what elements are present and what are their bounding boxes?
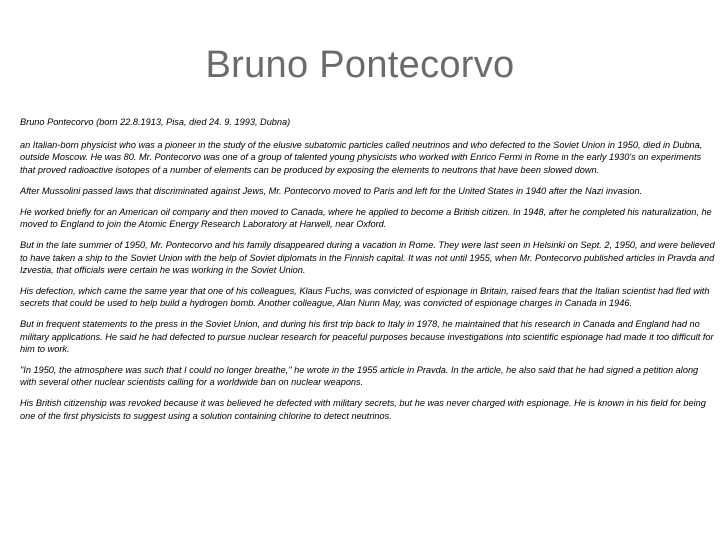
paragraph-quote: "In 1950, the atmosphere was such that I could no longer breathe," he wrote in the 1955 article in Pravda. In the article, he also said that he had signed a petition along with several other nuclear scientists calling for a worldwide ban on nuclear weapons.	[20, 365, 699, 388]
slide-title: Bruno Pontecorvo	[205, 44, 515, 86]
paragraph-disappearance: But in the late summer of 1950, Mr. Pontecorvo and his family disappeared during a vacation in Rome. They were last seen in Helsinki on Sept. 2, 1950, and were believed to have taken a ship to the Soviet Union with the help of Soviet diplomats in the Finnish capital. It was not until 1955, when Mr. Pontecorvo published articles in Pravda and Izvestia, that officials were certain he was working in the Soviet Union.	[20, 240, 715, 275]
paragraph-statements: But in frequent statements to the press in the Soviet Union, and during his first trip back to Italy in 1978, he maintained that his research in Canada and England had no military applications. He said he had defected to pursue nuclear research for peaceful purposes because investigations into scientific espionage had made it too difficult for him to work.	[20, 319, 714, 354]
slide-body	[20, 116, 716, 431]
paragraph-intro: an Italian-born physicist who was a pioneer in the study of the elusive subatomic particles called neutrinos and who defected to the Soviet Union in 1950, died in Dubna, outside Moscow. He was 80. Mr. Pontecorvo was one of a group of talented young physicists who worked with Enrico Fermi in Rome in the early 1930's on experiments that proved radioactive isotopes of a number of elements can be produced by exposing the elements to neutrons that have been slowed down.	[20, 140, 703, 175]
bio-dates-line: Bruno Pontecorvo (born 22.8.1913, Pisa, died 24. 9. 1993, Dubna)	[20, 117, 291, 127]
paragraph-defection: His defection, which came the same year that one of his colleagues, Klaus Fuchs, was convicted of espionage in Britain, raised fears that the Italian scientist had fled with secrets that could be used to help build a hydrogen bomb. Another colleague, Alan Nunn May, was convicted of espionage charges in Canada in 1946.	[20, 286, 710, 309]
paragraph-mussolini: After Mussolini passed laws that discriminated against Jews, Mr. Pontecorvo moved to Paris and left for the United States in 1940 after the Nazi invasion.	[20, 185, 643, 196]
paragraph-citizenship: His British citizenship was revoked because it was believed he defected with military secrets, but he was never charged with espionage. He is known in his field for being one of the first physicists to suggest using a solution containing chlorine to detect neutrinos.	[20, 398, 706, 421]
paragraph-canada: He worked briefly for an American oil company and then moved to Canada, where he applied to become a British citizen. In 1948, after he completed his naturalization, he moved to England to join the Atomic Energy Research Laboratory at Harwell, near Oxford.	[20, 207, 712, 230]
